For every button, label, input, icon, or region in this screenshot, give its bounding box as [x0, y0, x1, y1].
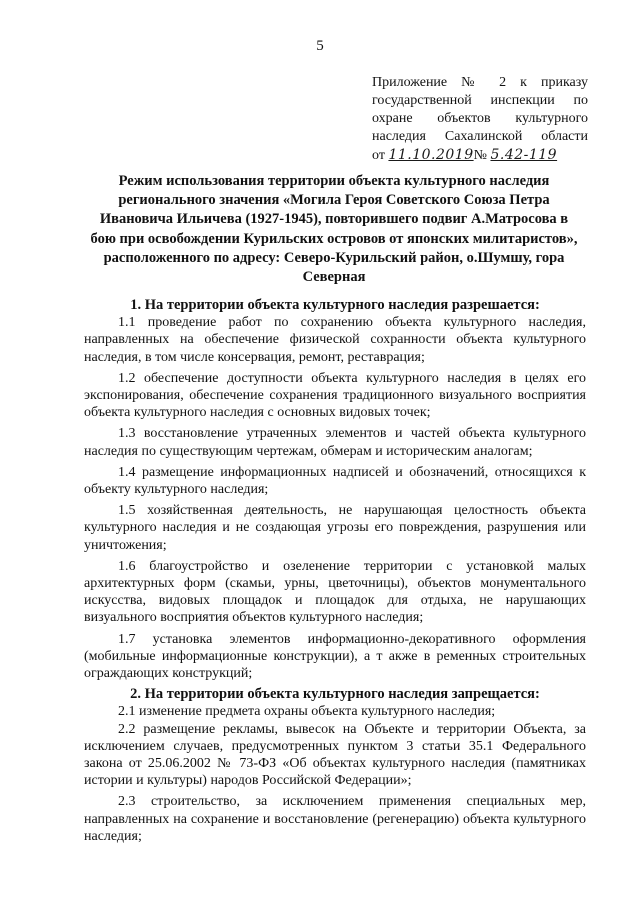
appendix-line-3: охране объектов культурного [372, 111, 588, 126]
item-1-3: 1.3 восстановление утраченных элементов и частей объекта культурного наследия по существующим чертежам, обмерам и историческим аналогам; [84, 426, 586, 459]
document-body [84, 297, 586, 845]
item-1-2: 1.2 обеспечение доступности объекта культурного наследия в целях его экспонирования, обеспечение сохранения традиционного визуального восприятия объекта культурного наследия с основных видовых точек; [84, 370, 586, 421]
item-1-6: 1.6 благоустройство и озеленение территории с установкой малых архитектурных форм (скамьи, урны, цветочницы), объектов монументального искусства, видовых площадок и площадок для отдыха, не нарушающих визуального восприятия объектов культурного наследия; [84, 558, 586, 626]
item-1-7: 1.7 установка элементов информационно-декоративного оформления (мобильные информационные конструкции), а т акже в ременных строительных ограждающих конструкций; [84, 631, 586, 682]
section-1-heading: 1. На территории объекта культурного наследия разрешается: [130, 297, 540, 313]
section-2-heading: 2. На территории объекта культурного наследия запрещается: [130, 686, 540, 703]
appendix-line-4: наследия Сахалинской области [372, 129, 588, 144]
handwritten-date: 11.10.2019 [388, 147, 474, 163]
appendix-number-sign: № [473, 148, 487, 163]
item-1-5: 1.5 хозяйственная деятельность, не нарушающая целостность объекта культурного наследия и не создающая угрозы его повреждения, разрушения или уничтожения; [84, 503, 586, 553]
item-2-2: 2.2 размещение рекламы, вывесок на Объекте и территории Объекта, за исключением случаев, предусмотренных пунктом 3 статьи 35.1 Федерального закона от 25.06.2002 № 73-ФЗ «Об объектах культурного наследия (памятниках истории и культуры) народов Российской Федерации»; [84, 721, 586, 789]
appendix-line-1: Приложение № 2 к приказу [372, 75, 588, 90]
page-number: 5 [316, 38, 324, 54]
appendix-block [372, 74, 588, 165]
appendix-ot-label: от [372, 148, 385, 163]
item-2-3: 2.3 строительство, за исключением применения специальных мер, направленных на сохранение и восстановление (регенерацию) объекта культурного наследия; [84, 794, 586, 844]
item-1-4: 1.4 размещение информационных надписей и обозначений, относящихся к объекту культурного наследия; [84, 464, 586, 498]
item-2-1: 2.1 изменение предмета охраны объекта культурного наследия; [118, 704, 496, 720]
handwritten-order-number: 5.42-119 [490, 147, 558, 163]
appendix-order-line [372, 146, 588, 165]
document-title: Режим использования территории объекта культурного наследия регионального значения «Могила Героя Советского Союза Петра Ивановича Ильичева (1927-1945), повторившего подвиг А.Матросова в бою при освобождении Курильских островов от японских милитаристов», расположенного по адресу: Северо-Курильский район, о.Шумшу, гора Северная [90, 173, 578, 286]
item-1-1: 1.1 проведение работ по сохранению объекта культурного наследия, направленных на обеспечение физической сохранности объекта культурного наследия, в том числе консервация, ремонт, реставрация; [84, 315, 586, 365]
appendix-line-2: государственной инспекции по [372, 93, 588, 108]
